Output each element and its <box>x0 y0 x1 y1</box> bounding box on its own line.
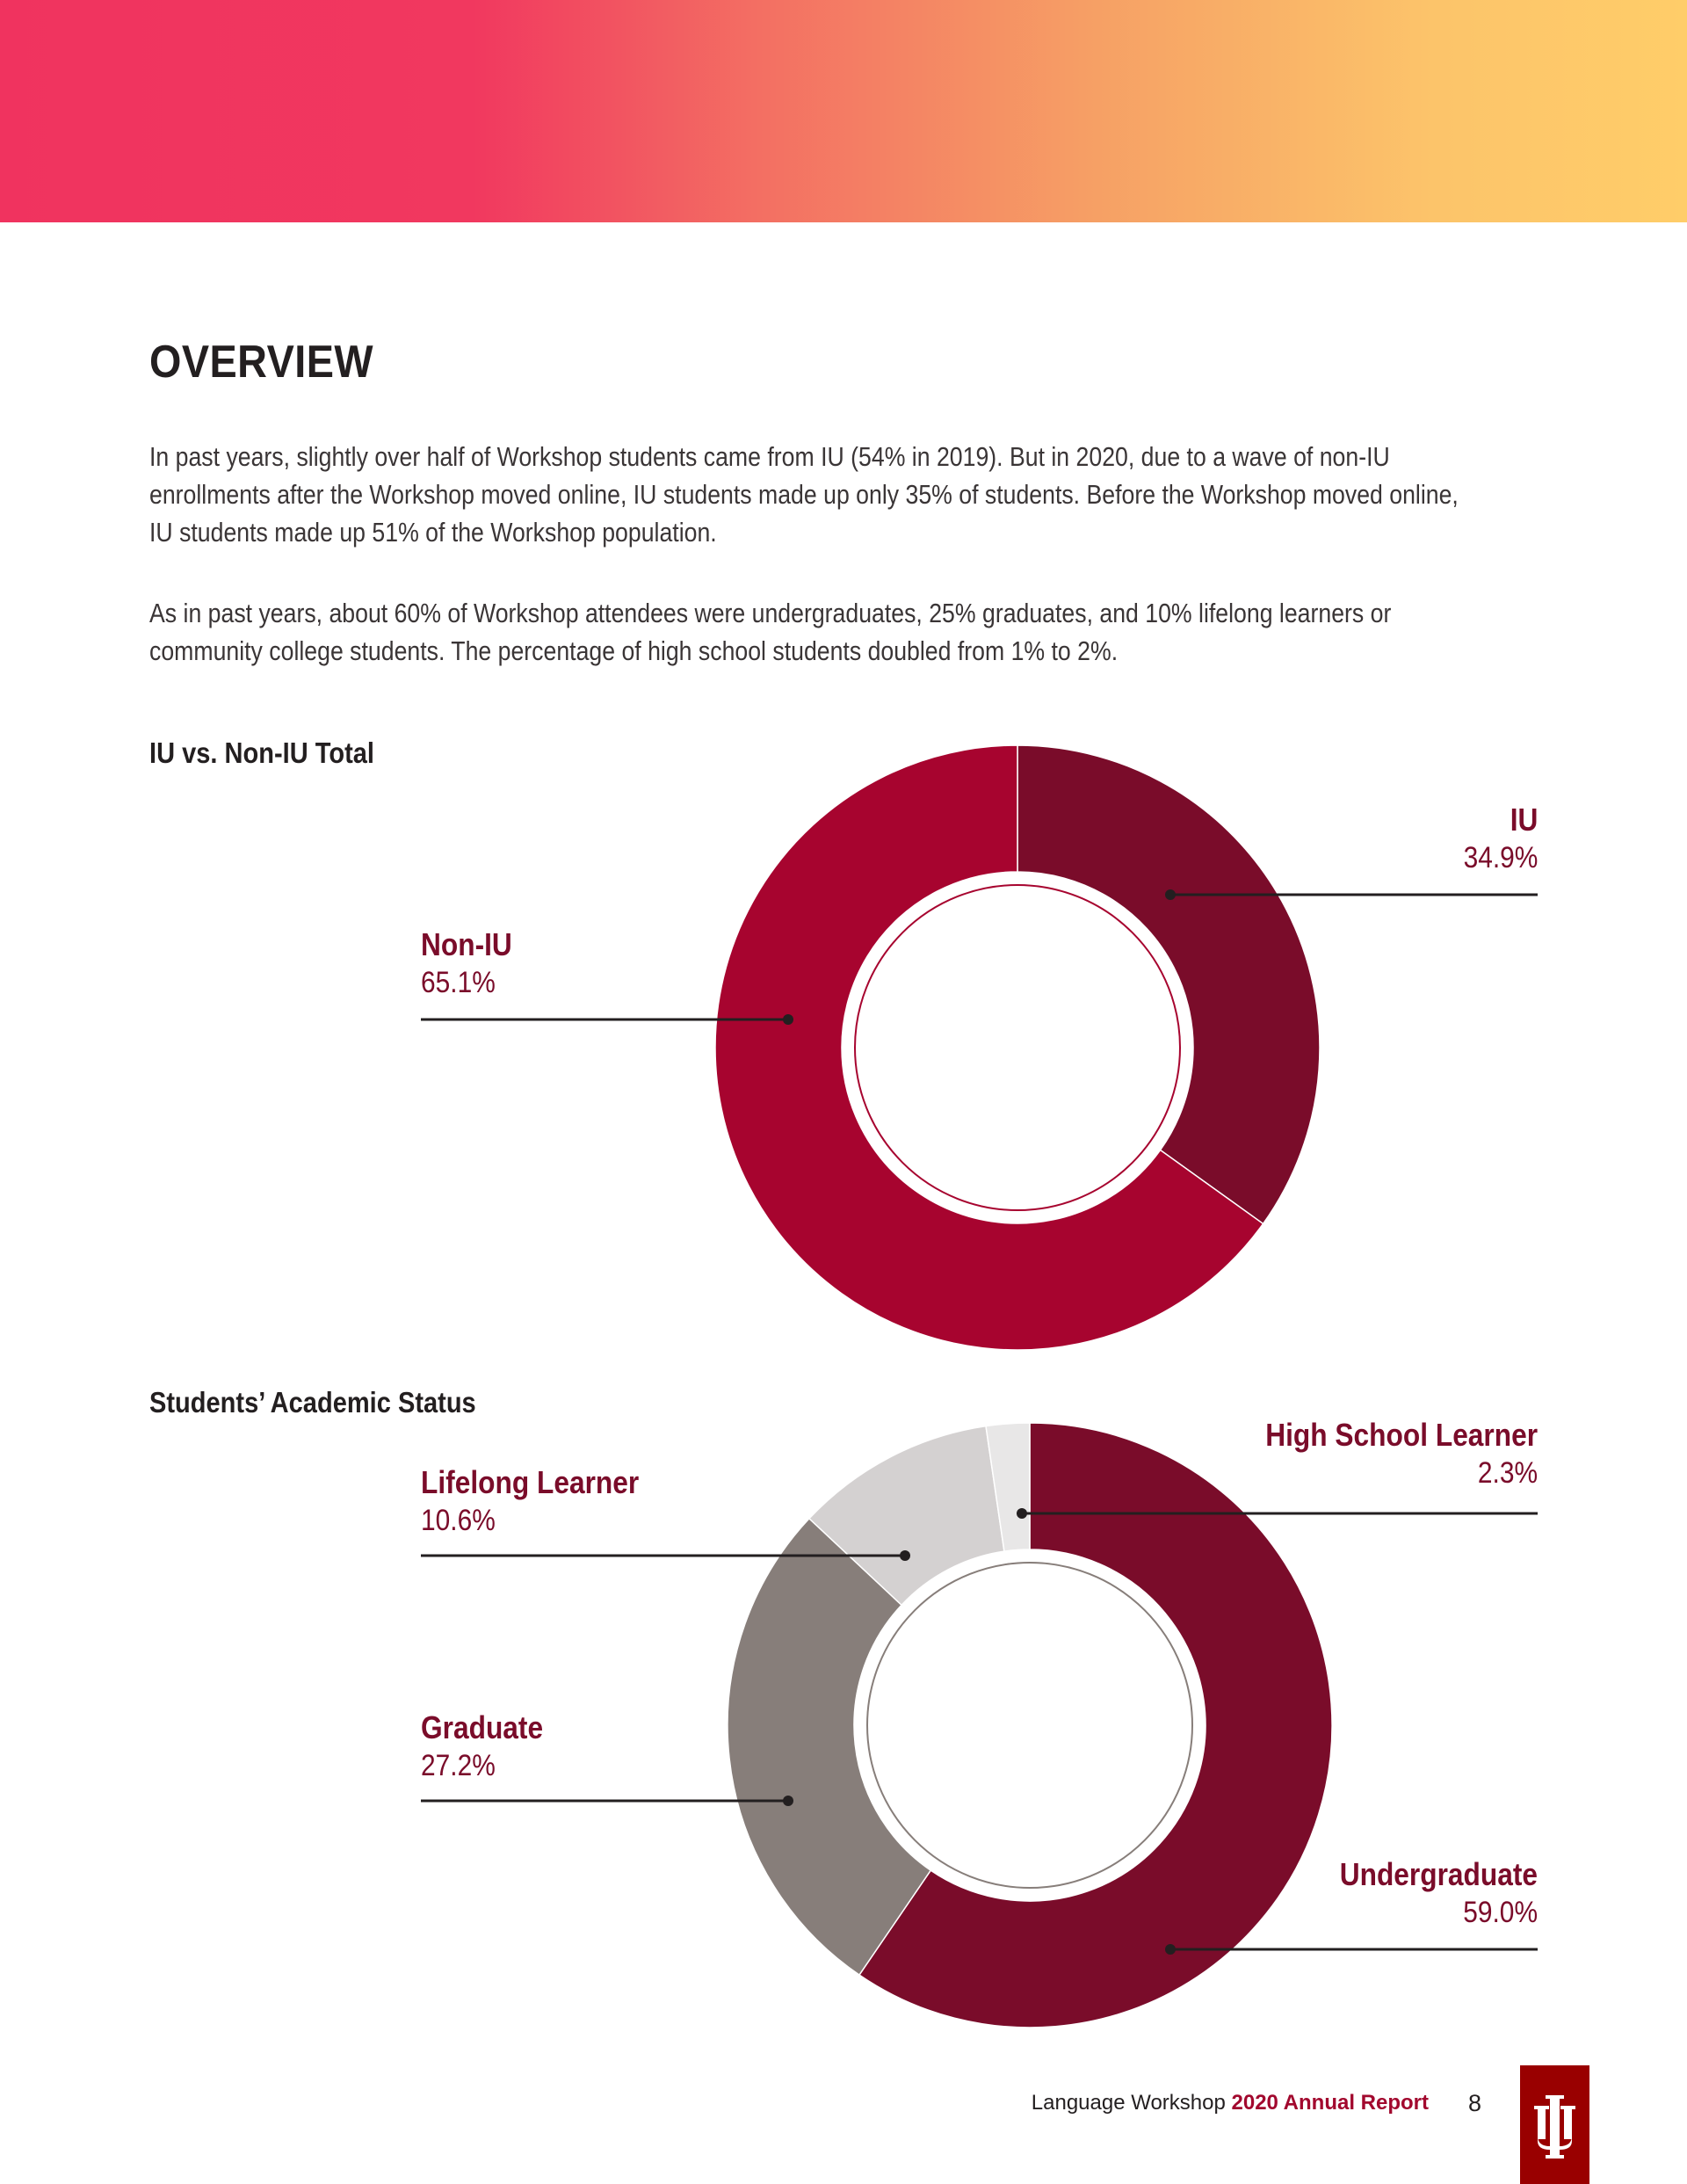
iu-trident-logo <box>1520 2065 1589 2184</box>
label-iu-value: 34.9% <box>1463 841 1538 874</box>
label-graduate-name: Graduate <box>421 1709 544 1745</box>
label-iu-name: IU <box>1510 802 1538 838</box>
label-non-iu-value: 65.1% <box>421 966 496 999</box>
page-number: 8 <box>1468 2090 1482 2116</box>
label-non-iu <box>421 926 525 999</box>
leader-dot-high-school <box>1017 1508 1027 1519</box>
label-high-school-value: 2.3% <box>1477 1456 1538 1490</box>
overview-paragraph-2: As in past years, about 60% of Workshop attendees were undergraduates, 25% graduates, and 10% lifelong learners or community college students. The percentage of high school students doubled from 1% to 2%. <box>149 598 1392 666</box>
footer-report-title <box>967 2091 1429 2115</box>
label-lifelong-name: Lifelong Learner <box>421 1464 640 1500</box>
footer-prefix: Language Workshop <box>1031 2091 1232 2115</box>
slice-iu <box>1017 745 1320 1223</box>
label-graduate-value: 27.2% <box>421 1749 496 1782</box>
label-high-school <box>1228 1419 1538 1488</box>
label-graduate <box>421 1709 560 1782</box>
leader-dot-non-iu <box>783 1014 793 1025</box>
label-lifelong <box>421 1464 669 1537</box>
leader-dot-iu <box>1165 889 1176 900</box>
label-iu <box>1453 804 1538 873</box>
page-title: OVERVIEW <box>149 337 373 388</box>
overview-paragraph-1: In past years, slightly over half of Workshop students came from IU (54% in 2019). But in 2020, due to a wave of non-IU enrollments after the Workshop moved online, IU students made up only 35% of students. Before the Workshop moved online, IU students made up 51% of the Workshop population. <box>149 441 1459 548</box>
iu-donut-chart <box>715 745 1320 1350</box>
leader-dot-lifelong <box>900 1550 910 1561</box>
chart-title-iu-vs-non-iu: IU vs. Non-IU Total <box>149 736 374 769</box>
leader-dot-graduate <box>783 1796 793 1806</box>
label-undergraduate-value: 59.0% <box>1463 1896 1538 1929</box>
trident-icon <box>1520 2065 1589 2184</box>
label-non-iu-name: Non-IU <box>421 926 512 962</box>
label-high-school-name: High School Learner <box>1265 1417 1538 1453</box>
inner-ring <box>867 1563 1192 1888</box>
chart-title-academic-status: Students’ Academic Status <box>149 1386 476 1419</box>
footer-bold: 2020 Annual Report <box>1231 2091 1429 2115</box>
inner-ring <box>855 885 1180 1210</box>
leader-dot-undergraduate <box>1165 1944 1176 1955</box>
label-undergraduate-name: Undergraduate <box>1339 1856 1538 1892</box>
label-undergraduate <box>1313 1856 1538 1929</box>
label-lifelong-value: 10.6% <box>421 1504 496 1537</box>
